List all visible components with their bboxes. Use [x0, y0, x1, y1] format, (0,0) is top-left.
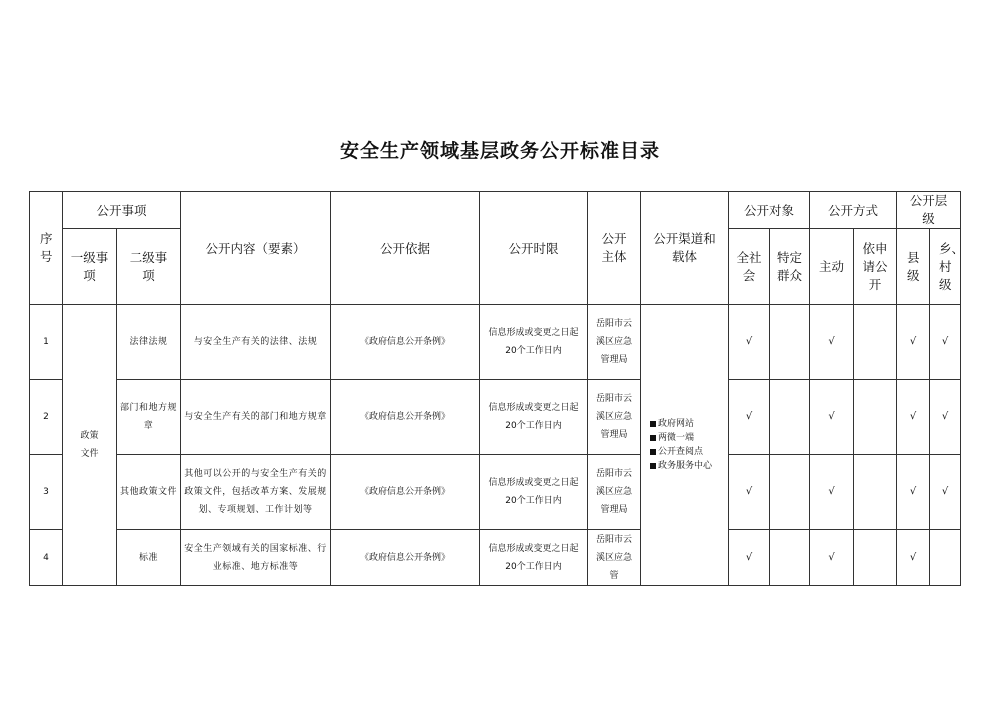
header-basis: 公开依据	[331, 192, 480, 305]
square-bullet-icon	[650, 435, 656, 441]
page-title: 安全生产领域基层政务公开标准目录	[339, 140, 660, 162]
row-level2: 其他政策文件	[117, 455, 181, 530]
channels-cell	[641, 305, 729, 586]
header-method-active: 主动	[810, 229, 854, 305]
check-method-request	[854, 305, 897, 380]
check-audience-specific	[770, 305, 810, 380]
row-level2: 部门和地方规章	[117, 380, 181, 455]
header-method-request: 依申请公开	[854, 229, 897, 305]
check-audience-specific	[770, 380, 810, 455]
header-level-town: 乡、村级	[930, 229, 961, 305]
row-subject: 岳阳市云溪区应急管理局	[588, 380, 641, 455]
check-level-town: √	[930, 305, 961, 380]
row-level2: 法律法规	[117, 305, 181, 380]
table-row	[30, 455, 961, 530]
square-bullet-icon	[650, 463, 656, 469]
square-bullet-icon	[650, 449, 656, 455]
row-basis: 《政府信息公开条例》	[331, 380, 480, 455]
header-audience: 公开对象	[729, 192, 810, 229]
table-row	[30, 530, 961, 586]
header-content: 公开内容（要素）	[181, 192, 331, 305]
check-level-town	[930, 530, 961, 586]
row-deadline: 信息形成或变更之日起20个工作日内	[480, 455, 588, 530]
check-level-county: √	[897, 455, 930, 530]
row-basis: 《政府信息公开条例》	[331, 530, 480, 586]
row-basis: 《政府信息公开条例》	[331, 305, 480, 380]
check-audience-all: √	[729, 380, 770, 455]
channel-item: 政务服务中心	[650, 459, 725, 473]
row-seq: 4	[30, 530, 63, 586]
header-seq: 序号	[30, 192, 63, 305]
check-method-active: √	[810, 530, 854, 586]
check-method-request	[854, 455, 897, 530]
check-method-request	[854, 380, 897, 455]
row-content: 与安全生产有关的部门和地方规章	[181, 380, 331, 455]
category-cell: 政策文件	[63, 305, 117, 586]
check-level-county: √	[897, 380, 930, 455]
check-audience-specific	[770, 530, 810, 586]
header-level-county: 县级	[897, 229, 930, 305]
header-audience-all: 全社会	[729, 229, 770, 305]
check-method-request	[854, 530, 897, 586]
header-channels: 公开渠道和载体	[641, 192, 729, 305]
row-deadline: 信息形成或变更之日起20个工作日内	[480, 380, 588, 455]
check-level-county: √	[897, 305, 930, 380]
check-level-town: √	[930, 380, 961, 455]
row-subject: 岳阳市云溪区应急管	[588, 530, 641, 586]
row-subject: 岳阳市云溪区应急管理局	[588, 455, 641, 530]
channel-item: 政府网站	[650, 417, 725, 431]
row-deadline: 信息形成或变更之日起20个工作日内	[480, 530, 588, 586]
channel-item: 公开查阅点	[650, 445, 725, 459]
header-deadline: 公开时限	[480, 192, 588, 305]
check-method-active: √	[810, 305, 854, 380]
header-subject: 公开主体	[588, 192, 641, 305]
channel-item: 两微一端	[650, 431, 725, 445]
header-level2: 二级事项	[117, 229, 181, 305]
row-seq: 1	[30, 305, 63, 380]
check-level-town: √	[930, 455, 961, 530]
header-items: 公开事项	[63, 192, 181, 229]
check-audience-all: √	[729, 455, 770, 530]
table-row	[30, 305, 961, 380]
channels-list	[644, 417, 725, 473]
row-level2: 标准	[117, 530, 181, 586]
row-content: 其他可以公开的与安全生产有关的政策文件，包括改革方案、发展规划、专项规划、工作计划等	[181, 455, 331, 530]
check-method-active: √	[810, 455, 854, 530]
check-audience-all: √	[729, 305, 770, 380]
square-bullet-icon	[650, 421, 656, 427]
row-content: 安全生产领域有关的国家标准、行业标准、地方标准等	[181, 530, 331, 586]
header-level1: 一级事项	[63, 229, 117, 305]
row-seq: 2	[30, 380, 63, 455]
header-audience-specific: 特定群众	[770, 229, 810, 305]
row-deadline: 信息形成或变更之日起20个工作日内	[480, 305, 588, 380]
row-seq: 3	[30, 455, 63, 530]
check-audience-all: √	[729, 530, 770, 586]
catalog-table	[29, 191, 965, 586]
row-content: 与安全生产有关的法律、法规	[181, 305, 331, 380]
row-basis: 《政府信息公开条例》	[331, 455, 480, 530]
check-audience-specific	[770, 455, 810, 530]
check-level-county: √	[897, 530, 930, 586]
header-row-1	[30, 192, 961, 229]
table-row	[30, 380, 961, 455]
row-subject: 岳阳市云溪区应急管理局	[588, 305, 641, 380]
header-level: 公开层级	[897, 192, 961, 229]
check-method-active: √	[810, 380, 854, 455]
header-method: 公开方式	[810, 192, 897, 229]
